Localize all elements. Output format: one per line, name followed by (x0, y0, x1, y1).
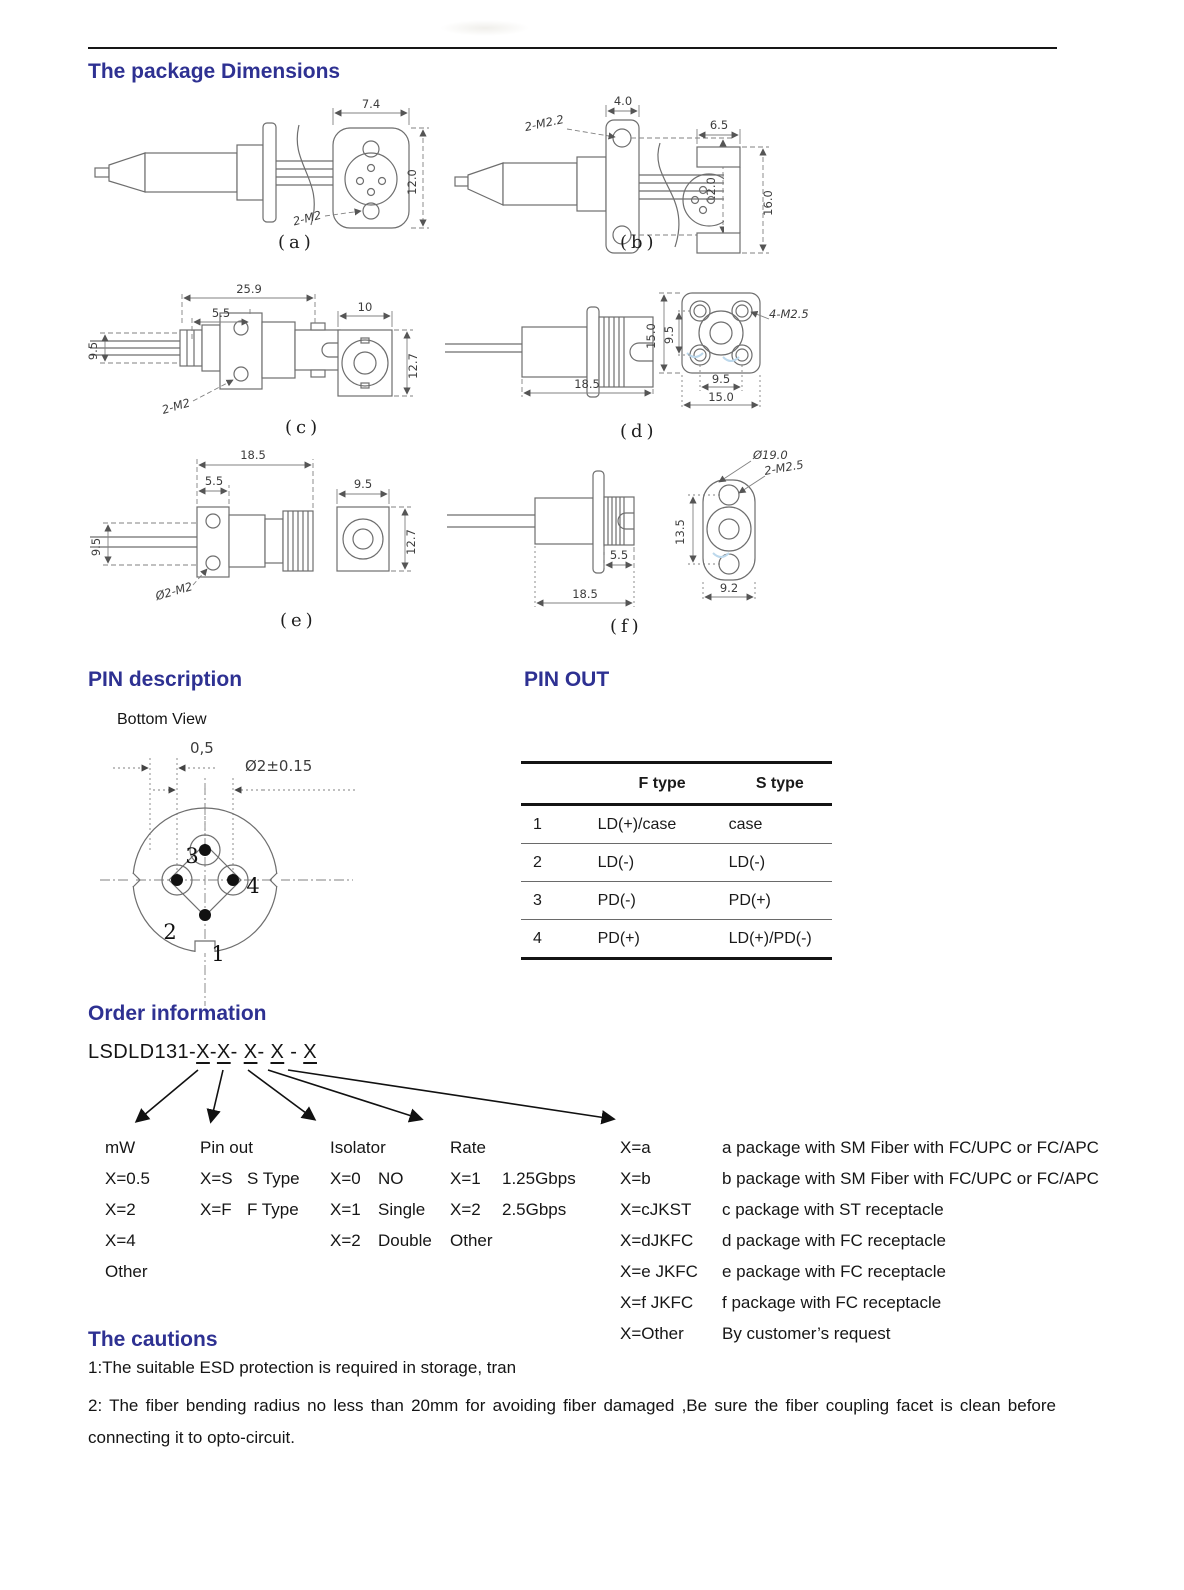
dim-a-screw: 2-M2 (291, 207, 323, 229)
pin-number: 2 (521, 844, 597, 882)
order-code-x4: X (270, 1041, 285, 1063)
pin-number: 4 (521, 920, 597, 959)
caution-line-1: 1:The suitable ESD protection is required in storage, tran (88, 1358, 517, 1377)
option-desc: 2.5Gbps (502, 1200, 567, 1219)
table-header-row (521, 763, 832, 805)
order-group-pin-out (200, 1132, 300, 1225)
dim-c-top: 25.9 (236, 282, 262, 296)
option-desc: Single (378, 1200, 426, 1219)
section-title-pin-description: PIN description (88, 668, 243, 691)
option-code: X=b (620, 1169, 651, 1188)
dim-f-left: 13.5 (673, 519, 687, 545)
dim-d-left-inner: 9.5 (662, 325, 676, 345)
order-code-x2: X (216, 1041, 231, 1063)
option-desc: c package with ST receptacle (722, 1200, 944, 1219)
option-code: X=2 (330, 1231, 361, 1250)
dim-pin-diameter: Ø2±0.15 (245, 757, 313, 775)
option-code: X=dJKFC (620, 1231, 694, 1250)
option-code: X=Other (620, 1324, 684, 1343)
dim-a-right: 12.0 (405, 169, 419, 195)
order-group-isolator (330, 1132, 432, 1256)
option-desc: NO (378, 1169, 404, 1188)
order-code-sep2: - (230, 1041, 244, 1063)
dim-pin-pitch: 0,5 (190, 739, 214, 757)
drawing-d (445, 293, 809, 442)
option-desc: S Type (247, 1169, 300, 1188)
order-option (620, 1287, 1099, 1318)
order-option (620, 1132, 1099, 1163)
drawing-e (89, 448, 418, 631)
option-desc: e package with FC receptacle (722, 1262, 946, 1281)
f-type-value: PD(+) (597, 920, 728, 959)
option-code: X=0.5 (105, 1169, 150, 1188)
dim-f-screw: 2-M2.5 (763, 457, 805, 478)
dim-c-face-top: 10 (357, 300, 373, 314)
pin-out-table (521, 761, 832, 960)
figure-label-a: (a) (278, 232, 315, 253)
order-group-title: Isolator (330, 1138, 386, 1157)
option-code: X=a (620, 1138, 651, 1157)
order-group-mw (105, 1132, 150, 1287)
s-type-value: PD(+) (728, 882, 832, 920)
order-option (620, 1225, 1099, 1256)
dim-d-screw: 4-M2.5 (769, 307, 809, 321)
option-desc: By customer’s request (722, 1324, 891, 1343)
pin-label-1: 1 (211, 942, 225, 966)
section-title-pin-out: PIN OUT (524, 668, 610, 691)
caution-line-2: 2: The fiber bending radius no less than 20mm for avoiding fiber damaged ,Be sure the fiber coupling facet is clean before connecting it to opto-circuit. (88, 1396, 1056, 1447)
order-option (450, 1194, 576, 1225)
option-code: X=2 (105, 1200, 136, 1219)
dim-f-face-bottom: 9.2 (719, 581, 739, 595)
option-code: Other (450, 1231, 493, 1250)
drawing-f (447, 448, 805, 637)
bottom-view-label: Bottom View (117, 711, 207, 728)
pin-number: 3 (521, 882, 597, 920)
order-option (330, 1225, 432, 1256)
dim-e-face-right: 12.7 (404, 529, 418, 555)
order-option (200, 1163, 300, 1194)
dim-d-bottom: 18.5 (574, 377, 600, 391)
option-desc: Double (378, 1231, 432, 1250)
col-header-f-type: F type (597, 763, 728, 805)
faint-print-smudge (440, 20, 530, 36)
dim-c-face-right: 12.7 (406, 353, 420, 379)
f-type-value: PD(-) (597, 882, 728, 920)
figure-label-e: (e) (280, 610, 317, 631)
table-row (521, 805, 832, 844)
order-code-sep4: - (284, 1041, 304, 1063)
order-option (620, 1194, 1099, 1225)
dim-f-right: 5.5 (609, 548, 629, 562)
dim-b-side-right: 16.0 (761, 190, 775, 216)
option-desc: a package with SM Fiber with FC/UPC or FC/APC (722, 1138, 1099, 1157)
f-type-value: LD(+)/case (597, 805, 728, 844)
pin-bottom-view-diagram (95, 730, 440, 1010)
section-title-order-information: Order information (88, 1002, 267, 1025)
order-option (105, 1225, 150, 1256)
option-desc: b package with SM Fiber with FC/UPC or FC/APC (722, 1169, 1099, 1188)
option-desc: d package with FC receptacle (722, 1231, 946, 1250)
order-code-arrows (100, 1065, 660, 1130)
order-option (330, 1194, 432, 1225)
dim-e-left: 9.5 (89, 537, 103, 557)
figure-label-f: (f) (610, 616, 643, 637)
option-code: X=e JKFC (620, 1262, 698, 1281)
option-desc: F Type (247, 1200, 299, 1219)
option-code: X=2 (450, 1200, 481, 1219)
option-desc: 1.25Gbps (502, 1169, 576, 1188)
dim-e-inner: 5.5 (204, 474, 224, 488)
option-code: X=F (200, 1200, 232, 1219)
dim-f-bottom: 18.5 (572, 587, 598, 601)
order-option (450, 1163, 576, 1194)
order-group-title: Rate (450, 1138, 486, 1157)
dim-b-screw: 2-M2.2 (523, 112, 566, 135)
order-code-sep3: - (257, 1041, 271, 1063)
order-option (105, 1256, 150, 1287)
table-row (521, 882, 832, 920)
order-group-package (620, 1132, 1099, 1349)
pin-label-3: 3 (185, 844, 199, 868)
order-option (620, 1256, 1099, 1287)
dim-b-right: 12.0 (704, 177, 718, 203)
col-header-s-type: S type (728, 763, 832, 805)
order-group-title: Pin out (200, 1138, 253, 1157)
pin-label-2: 2 (163, 920, 177, 944)
option-code: X=S (200, 1169, 233, 1188)
option-code: X=0 (330, 1169, 361, 1188)
order-option (105, 1163, 150, 1194)
order-group-rate (450, 1132, 576, 1256)
option-code: X=1 (330, 1200, 361, 1219)
dim-f-dia: Ø19.0 (753, 448, 788, 462)
dim-c-inner: 5.5 (211, 306, 231, 320)
option-code: X=f JKFC (620, 1293, 694, 1312)
section-title-cautions: The cautions (88, 1328, 218, 1351)
top-divider (88, 47, 1057, 49)
order-option (200, 1194, 300, 1225)
dim-e-face-top: 9.5 (353, 477, 373, 491)
pin-number: 1 (521, 805, 597, 844)
order-code-x1: X (196, 1041, 210, 1063)
col-header-pin (521, 763, 597, 805)
order-option (620, 1318, 1099, 1349)
s-type-value: LD(-) (728, 844, 832, 882)
drawing-c (86, 282, 420, 438)
package-dimension-drawings (75, 95, 1075, 655)
dim-e-screw: Ø2-M2 (153, 579, 194, 604)
order-group-title: mW (105, 1138, 136, 1157)
figure-label-c: (c) (285, 417, 322, 438)
dim-d-left-outer: 15.0 (644, 323, 658, 349)
s-type-value: LD(+)/PD(-) (728, 920, 832, 959)
dim-e-top: 18.5 (240, 448, 266, 462)
dim-a-top: 7.4 (361, 97, 381, 111)
table-row (521, 920, 832, 959)
order-option (620, 1163, 1099, 1194)
order-code-x5: X (303, 1041, 317, 1063)
order-code-prefix: LSDLD131- (88, 1041, 197, 1063)
s-type-value: case (728, 805, 832, 844)
option-code: X=cJKST (620, 1200, 692, 1219)
figure-label-d: (d) (620, 421, 658, 442)
section-title-package-dimensions: The package Dimensions (88, 60, 341, 83)
option-code: X=1 (450, 1169, 481, 1188)
dim-d-bottom-outer: 15.0 (708, 390, 734, 404)
figure-label-b: (b) (620, 232, 658, 253)
table-row (521, 844, 832, 882)
drawing-a (95, 97, 429, 253)
drawing-b (455, 95, 775, 253)
order-option (330, 1163, 432, 1194)
dim-b-side-top: 6.5 (709, 118, 729, 132)
dim-d-bottom-inner: 9.5 (711, 372, 731, 386)
option-desc: f package with FC receptacle (722, 1293, 942, 1312)
option-code: Other (105, 1262, 148, 1281)
option-code: X=4 (105, 1231, 136, 1250)
dim-c-screw: 2-M2 (160, 395, 192, 417)
order-code-x3: X (243, 1041, 258, 1063)
order-option (105, 1194, 150, 1225)
order-code-sep1: - (209, 1041, 217, 1063)
order-code (88, 1041, 317, 1064)
pin-label-4: 4 (246, 874, 260, 898)
f-type-value: LD(-) (597, 844, 728, 882)
order-option (450, 1225, 576, 1256)
dim-b-top: 4.0 (613, 95, 633, 108)
dim-c-left: 9.5 (86, 341, 100, 361)
